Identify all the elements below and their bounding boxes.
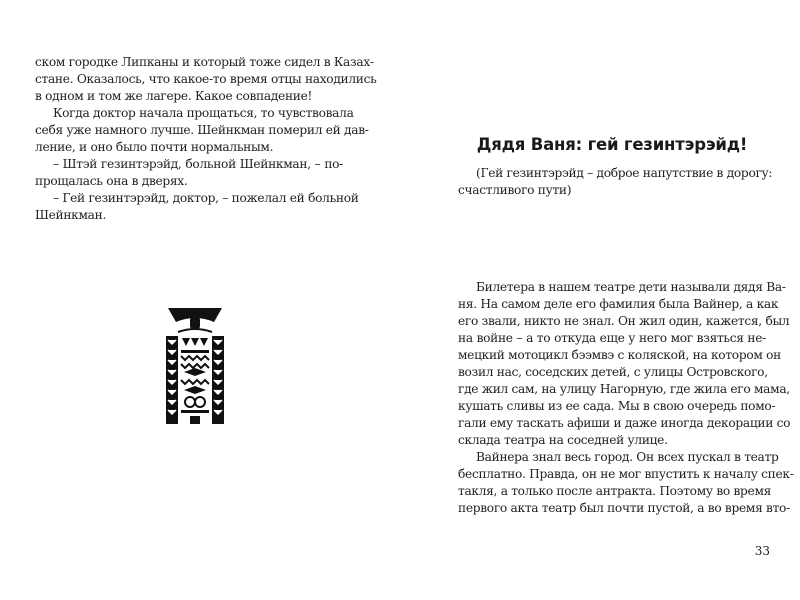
text-line: себя уже намного лучше. Шейнкман померил ей дав- [35,123,369,137]
text-line: кушать сливы из ее сада. Мы в свою очередь помо- [458,399,776,413]
page-number: 33 [754,544,770,558]
text-line: бесплатно. Правда, он не мог впустить к началу спек- [458,467,794,481]
subtitle-line: счастливого пути) [458,183,572,197]
subtitle-line: (Гей гезинтэрэйд – доброе напутствие в дорогу: [476,166,773,180]
text-line: склада театра на соседней улице. [458,433,668,447]
chapter-heading: Дядя Ваня: гей гезинтэрэйд! [476,135,748,154]
text-line: первого акта театр был почти пустой, а во время вто- [458,501,790,515]
text-line: гали ему таскать афиши и даже иногда декорации со [458,416,791,430]
text-line: ском городке Липканы и который тоже сидел в Казах- [35,55,374,69]
text-line: возил нас, соседских детей, с улицы Островского, [458,365,768,379]
text-line: мецкий мотоцикл бээмвэ с коляской, на котором он [458,348,781,362]
text-line: Вайнера знал весь город. Он всех пускал в театр [476,450,779,464]
text-line: Шейнкман. [35,208,107,222]
text-line: на войне – а то откуда еще у него мог взяться не- [458,331,766,345]
text-line: Когда доктор начала прощаться, то чувствовала [53,106,354,120]
text-line: – Гей гезинтэрэйд, доктор, – пожелал ей больной [53,191,359,205]
text-line: ление, и оно было почти нормальным. [35,140,274,154]
text-line: Билетера в нашем театре дети называли дядя Ва- [476,280,786,294]
text-line: где жил сам, на улицу Нагорную, где жила его мама, [458,382,790,396]
chapter-subtitle [458,165,773,199]
text-line: – Штэй гезинтэрэйд, больной Шейнкман, – по- [53,157,343,171]
right-page [400,0,800,600]
text-line: в одном и том же лагере. Какое совпадение! [35,89,313,103]
right-page-text [458,279,794,517]
left-page-text [35,54,377,224]
decorative-ornament-icon [164,306,226,426]
text-line: ня. На самом деле его фамилия была Вайнер, а как [458,297,779,311]
text-line: такля, а только после антракта. Поэтому во время [458,484,772,498]
text-line: стане. Оказалось, что какое-то время отцы находились [35,72,377,86]
text-line: его звали, никто не знал. Он жил один, кажется, был [458,314,790,328]
text-line: прощалась она в дверях. [35,174,188,188]
